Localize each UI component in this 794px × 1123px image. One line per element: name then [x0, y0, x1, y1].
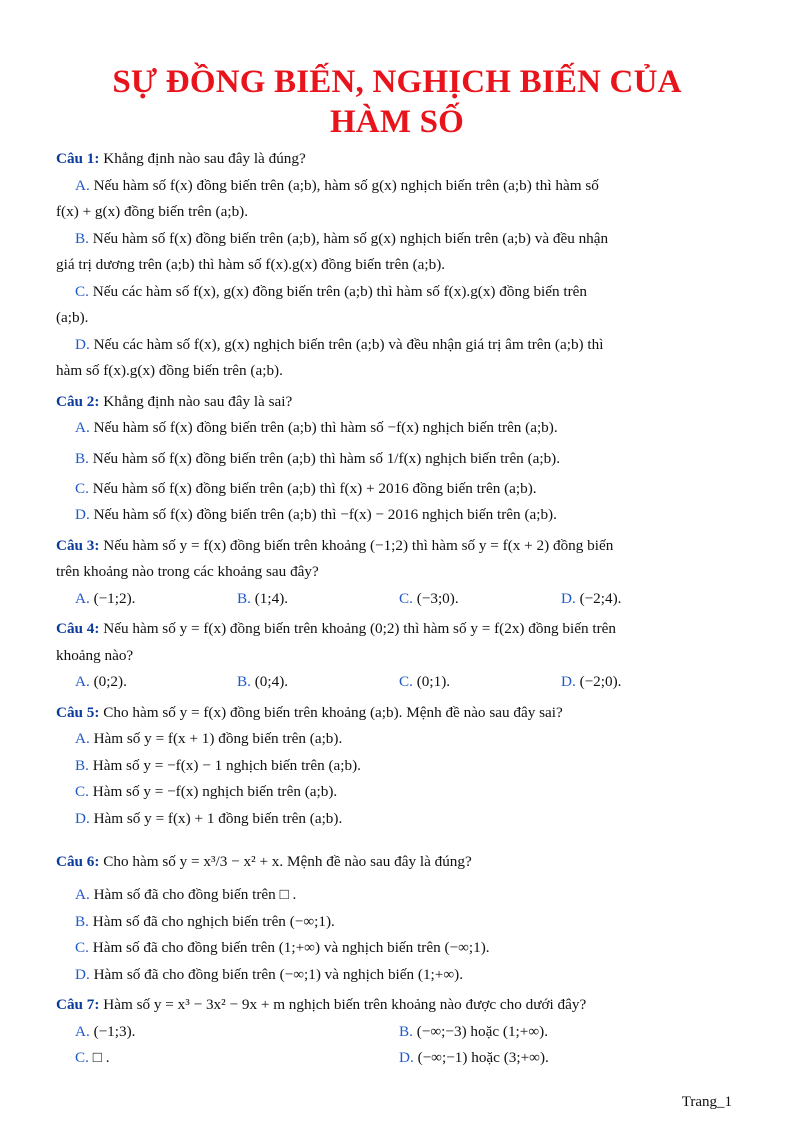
option-a: A. (−1;3). [75, 1022, 136, 1040]
page-title [56, 62, 738, 142]
option-c: C. Hàm số y = −f(x) nghịch biến trên (a;b). [75, 783, 338, 800]
question-text: Cho hàm số y = x³/3 − x² + x. Mệnh đề nào sau đây là đúng? [103, 853, 472, 870]
option-b: B. Nếu hàm số f(x) đồng biến trên (a;b) thì hàm số 1/f(x) nghịch biến trên (a;b). [75, 449, 561, 467]
question-7 [56, 992, 738, 1072]
option-d: D. Nếu các hàm số f(x), g(x) nghịch biến trên (a;b) và đều nhận giá trị âm trên (a;b) thì [75, 335, 604, 353]
question-text: Hàm số y = x³ − 3x² − 9x + m nghịch biến trên khoảng nào được cho dưới đây? [103, 996, 587, 1013]
document-page [56, 0, 738, 1072]
options-row [56, 669, 738, 696]
option-b: B. Nếu hàm số f(x) đồng biến trên (a;b), hàm số g(x) nghịch biến trên (a;b) và đều nhận [75, 229, 609, 247]
option-d: D. Nếu hàm số f(x) đồng biến trên (a;b) thì −f(x) − 2016 nghịch biến trên (a;b). [75, 506, 557, 523]
option-d-continued: hàm số f(x).g(x) đồng biến trên (a;b). [56, 362, 283, 379]
question-text: Khẳng định nào sau đây là đúng? [103, 150, 306, 167]
option-b: B. (0;4). [237, 673, 289, 690]
question-5 [56, 700, 738, 833]
option-c: C. Nếu các hàm số f(x), g(x) đồng biến trên (a;b) thì hàm số f(x).g(x) đồng biến trên [75, 282, 588, 300]
question-6 [56, 842, 738, 988]
question-label: Câu 5: [56, 703, 100, 721]
option-d: D. Hàm số đã cho đồng biến trên (−∞;1) và nghịch biến (1;+∞). [75, 965, 464, 983]
option-b: B. (1;4). [237, 589, 289, 607]
question-2 [56, 389, 738, 529]
option-a: A. Nếu hàm số f(x) đồng biến trên (a;b), hàm số g(x) nghịch biến trên (a;b) thì hàm số [75, 176, 599, 194]
option-c: C. Nếu hàm số f(x) đồng biến trên (a;b) thì f(x) + 2016 đồng biến trên (a;b). [75, 479, 537, 497]
question-text: Cho hàm số y = f(x) đồng biến trên khoảng (a;b). Mệnh đề nào sau đây sai? [103, 703, 563, 721]
option-b: B. (−∞;−3) hoặc (1;+∞). [399, 1022, 549, 1040]
question-label: Câu 6: [56, 853, 100, 870]
options-row [56, 586, 738, 613]
option-b-continued: giá trị dương trên (a;b) thì hàm số f(x).g(x) đồng biến trên (a;b). [56, 256, 446, 273]
option-c: C. □ . [75, 1049, 110, 1066]
option-a: A. (0;2). [75, 673, 127, 690]
question-text: Nếu hàm số y = f(x) đồng biến trên khoảng (0;2) thì hàm số y = f(2x) đồng biến trên [103, 620, 616, 637]
question-text: Nếu hàm số y = f(x) đồng biến trên khoảng (−1;2) thì hàm số y = f(x + 2) đồng biến [103, 536, 614, 554]
question-label: Câu 4: [56, 620, 100, 637]
title-line-2: HÀM SỐ [329, 104, 465, 140]
option-b: B. Hàm số y = −f(x) − 1 nghịch biến trên (a;b). [75, 756, 361, 774]
option-d: D. (−∞;−1) hoặc (3;+∞). [399, 1049, 549, 1066]
option-d: D. Hàm số y = f(x) + 1 đồng biến trên (a;b). [75, 809, 343, 827]
question-text-continued: khoảng nào? [56, 646, 134, 664]
option-c: C. (−3;0). [399, 589, 459, 607]
question-3 [56, 533, 738, 613]
question-label: Câu 7: [56, 996, 100, 1013]
option-b: B. Hàm số đã cho nghịch biến trên (−∞;1). [75, 912, 335, 930]
option-c-continued: (a;b). [56, 309, 89, 326]
title-line-1: SỰ ĐỒNG BIẾN, NGHỊCH BIẾN CỦA [112, 64, 682, 100]
option-a: A. Hàm số y = f(x + 1) đồng biến trên (a;b). [75, 730, 343, 747]
question-text: Khẳng định nào sau đây là sai? [103, 392, 293, 410]
question-1 [56, 146, 738, 385]
option-c: C. (0;1). [399, 673, 451, 690]
option-a: A. Nếu hàm số f(x) đồng biến trên (a;b) thì hàm số −f(x) nghịch biến trên (a;b). [75, 419, 558, 436]
option-a-continued: f(x) + g(x) đồng biến trên (a;b). [56, 203, 249, 220]
question-label: Câu 2: [56, 392, 100, 410]
option-d: D. (−2;0). [561, 673, 622, 690]
question-label: Câu 1: [56, 150, 100, 167]
question-label: Câu 3: [56, 536, 100, 554]
question-4 [56, 616, 738, 696]
option-c: C. Hàm số đã cho đồng biến trên (1;+∞) và nghịch biến trên (−∞;1). [75, 939, 490, 956]
option-a: A. (−1;2). [75, 589, 136, 607]
option-d: D. (−2;4). [561, 589, 622, 607]
page-number: Trang_1 [681, 1094, 732, 1110]
options-row [56, 1019, 738, 1046]
question-text-continued: trên khoảng nào trong các khoảng sau đây? [56, 563, 319, 580]
options-row [56, 1045, 738, 1072]
option-a: A. Hàm số đã cho đồng biến trên □ . [75, 886, 297, 903]
